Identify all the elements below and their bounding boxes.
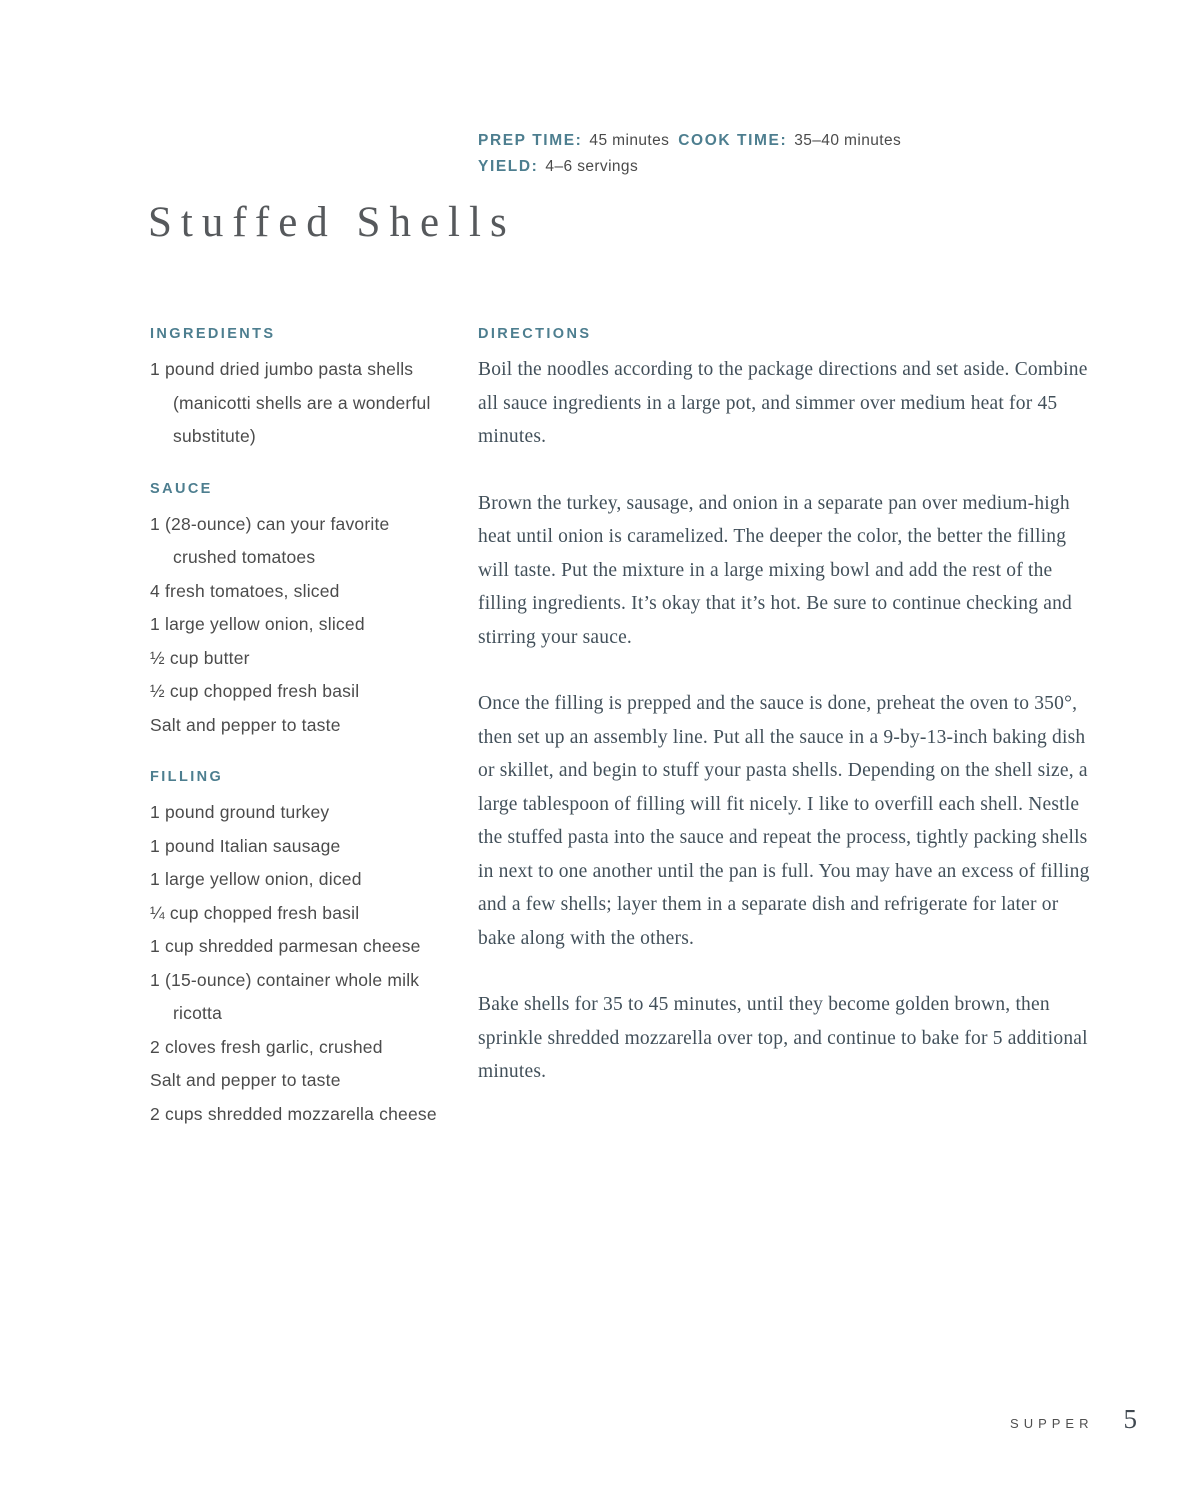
sauce-item: 1 (28-ounce) can your favorite crushed tomatoes: [150, 513, 390, 567]
directions-heading: DIRECTIONS: [478, 326, 592, 342]
filling-item: 1 pound Italian sausage: [150, 835, 341, 856]
filling-item: 1 cup shredded parmesan cheese: [150, 936, 421, 956]
ingredients-section: [150, 326, 458, 454]
footer-section-name: SUPPER: [1010, 1416, 1094, 1431]
directions-paragraph: Once the filling is prepped and the sauce is done, preheat the oven to 350°, then set up an assembly line. Put all the sauce in a 9-by-13-inch baking dish or skillet, and begin to stuff your pasta shells. Depending on the shell size, a large tablespoon of filling will fit nicely. I like to overfill each shell. Nestle the stuffed pasta into the sauce and repeat the process, tightly packing shells in next to one another until the pan is full. You may have an excess of filling and a few shells; layer them in a separate dish and refrigerate for later or bake along with the others.: [478, 693, 1090, 949]
sauce-list: [150, 508, 458, 743]
cook-time-value: 35–40 minutes: [794, 132, 902, 149]
filling-item: 1 large yellow onion, diced: [150, 869, 362, 889]
yield-label: YIELD:: [478, 158, 539, 175]
ingredients-column: [150, 326, 458, 1158]
footer-page-number: 5: [1123, 1404, 1137, 1434]
filling-section: [150, 769, 458, 1131]
page-footer: [1010, 1404, 1137, 1435]
ingredients-heading: INGREDIENTS: [150, 326, 276, 342]
directions-column: [478, 326, 1096, 1122]
filling-item: 1 pound ground turkey: [150, 802, 330, 822]
sauce-item: 4 fresh tomatoes, sliced: [150, 580, 340, 601]
filling-item: 2 cloves fresh garlic, crushed: [150, 1036, 383, 1057]
sauce-item: ½ cup butter: [150, 647, 250, 668]
sauce-item: ½ cup chopped fresh basil: [150, 681, 360, 701]
directions-paragraph: Boil the noodles according to the package directions and set aside. Combine all sauce ingredients in a large pot, and simmer over medium heat for 45 minutes.: [478, 359, 1088, 447]
cook-time-label: COOK TIME:: [678, 132, 788, 149]
directions-paragraph: Bake shells for 35 to 45 minutes, until they become golden brown, then sprinkle shredded mozzarella over top, and continue to bake for 5 additional minutes.: [478, 994, 1088, 1082]
sauce-item: 1 large yellow onion, sliced: [150, 614, 365, 634]
filling-item: Salt and pepper to taste: [150, 1070, 341, 1090]
sauce-item: Salt and pepper to taste: [150, 714, 341, 735]
prep-time-value: 45 minutes: [589, 132, 670, 149]
directions-paragraph: Brown the turkey, sausage, and onion in a separate pan over medium-high heat until onion is caramelized. The deeper the color, the better the filling will taste. Put the mixture in a large mixing bowl and add the rest of the filling ingredients. It’s okay that it’s hot. Be sure to continue checking and stirring your sauce.: [478, 492, 1072, 648]
filling-item: 2 cups shredded mozzarella cheese: [150, 1103, 437, 1124]
ingredient-item: 1 pound dried jumbo pasta shells (manicotti shells are a wonderful substitute): [150, 359, 431, 446]
filling-item: ¼ cup chopped fresh basil: [150, 902, 360, 923]
filling-heading: FILLING: [150, 769, 224, 785]
filling-item: 1 (15-ounce) container whole milk ricotta: [150, 969, 420, 1023]
sauce-section: [150, 481, 458, 743]
directions-body: [478, 353, 1096, 1089]
meta-line-times: [478, 128, 910, 154]
yield-value: 4–6 servings: [545, 158, 639, 175]
recipe-meta: [478, 128, 910, 180]
recipe-title: Stuffed Shells: [148, 199, 516, 246]
sauce-heading: SAUCE: [150, 480, 213, 497]
meta-line-yield: [478, 154, 910, 180]
ingredients-list: [150, 353, 458, 454]
prep-time-label: PREP TIME:: [478, 132, 583, 149]
filling-list: [150, 796, 458, 1131]
